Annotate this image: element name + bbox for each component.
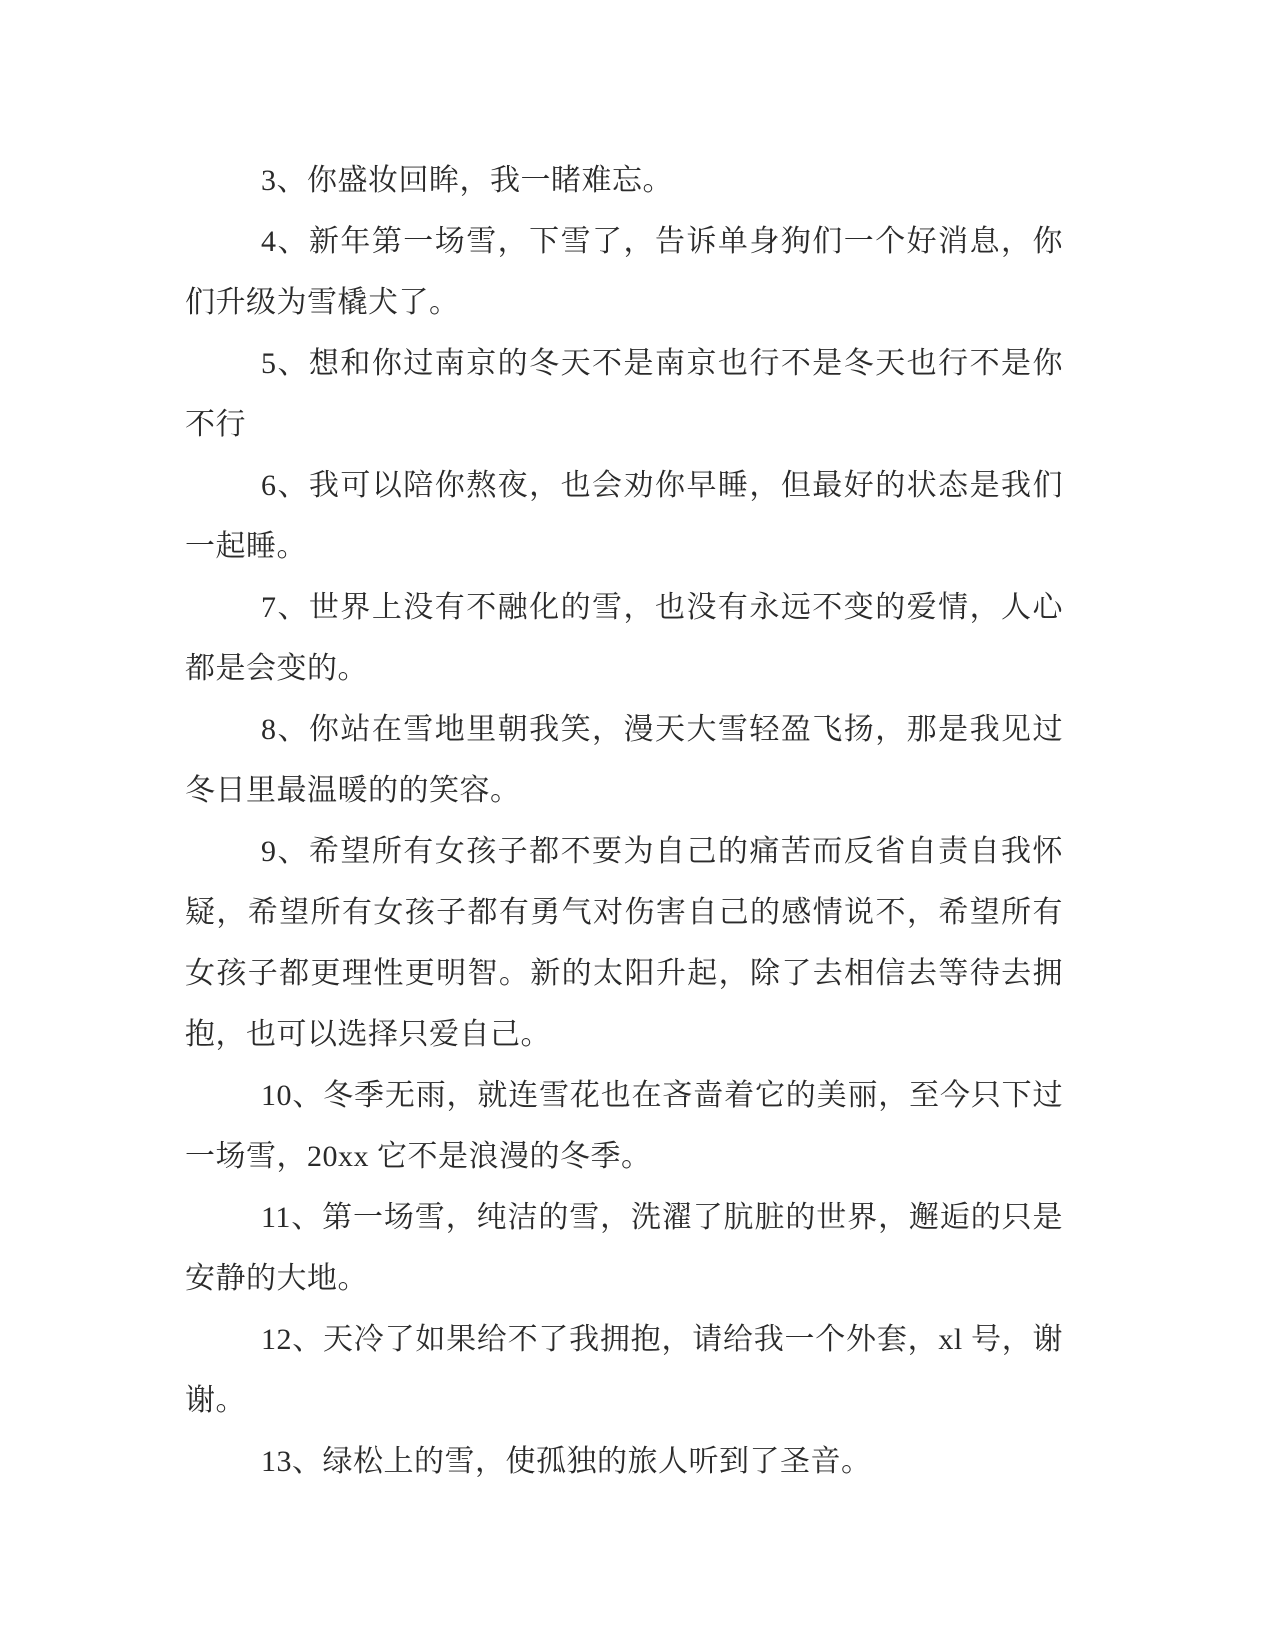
quote-item-8: 8、你站在雪地里朝我笑，漫天大雪轻盈飞扬，那是我见过冬日里最温暖的的笑容。 <box>185 713 1063 807</box>
quote-item-10: 10、冬季无雨，就连雪花也在吝啬着它的美丽，至今只下过一场雪，20xx 它不是浪漫的冬季。 <box>185 1079 1063 1173</box>
quote-item-3: 3、你盛妆回眸，我一睹难忘。 <box>261 164 673 197</box>
quote-item-7: 7、世界上没有不融化的雪，也没有永远不变的爱情，人心都是会变的。 <box>185 591 1063 685</box>
quote-item-11: 11、第一场雪，纯洁的雪，洗濯了肮脏的世界，邂逅的只是安静的大地。 <box>185 1201 1063 1295</box>
quote-item-13: 13、绿松上的雪，使孤独的旅人听到了圣音。 <box>261 1445 872 1478</box>
quote-item-9: 9、希望所有女孩子都不要为自己的痛苦而反省自责自我怀疑，希望所有女孩子都有勇气对伤害自己的感情说不，希望所有女孩子都更理性更明智。新的太阳升起，除了去相信去等待去拥抱，也可以选择只爱自己。 <box>185 835 1063 1051</box>
quote-item-4: 4、新年第一场雪，下雪了，告诉单身狗们一个好消息，你们升级为雪橇犬了。 <box>185 225 1063 319</box>
quote-item-5: 5、想和你过南京的冬天不是南京也行不是冬天也行不是你不行 <box>185 347 1063 441</box>
document-text-block <box>185 150 1063 1492</box>
quote-item-12: 12、天冷了如果给不了我拥抱，请给我一个外套，xl 号，谢谢。 <box>185 1323 1063 1417</box>
quote-item-6: 6、我可以陪你熬夜，也会劝你早睡，但最好的状态是我们一起睡。 <box>185 469 1063 563</box>
